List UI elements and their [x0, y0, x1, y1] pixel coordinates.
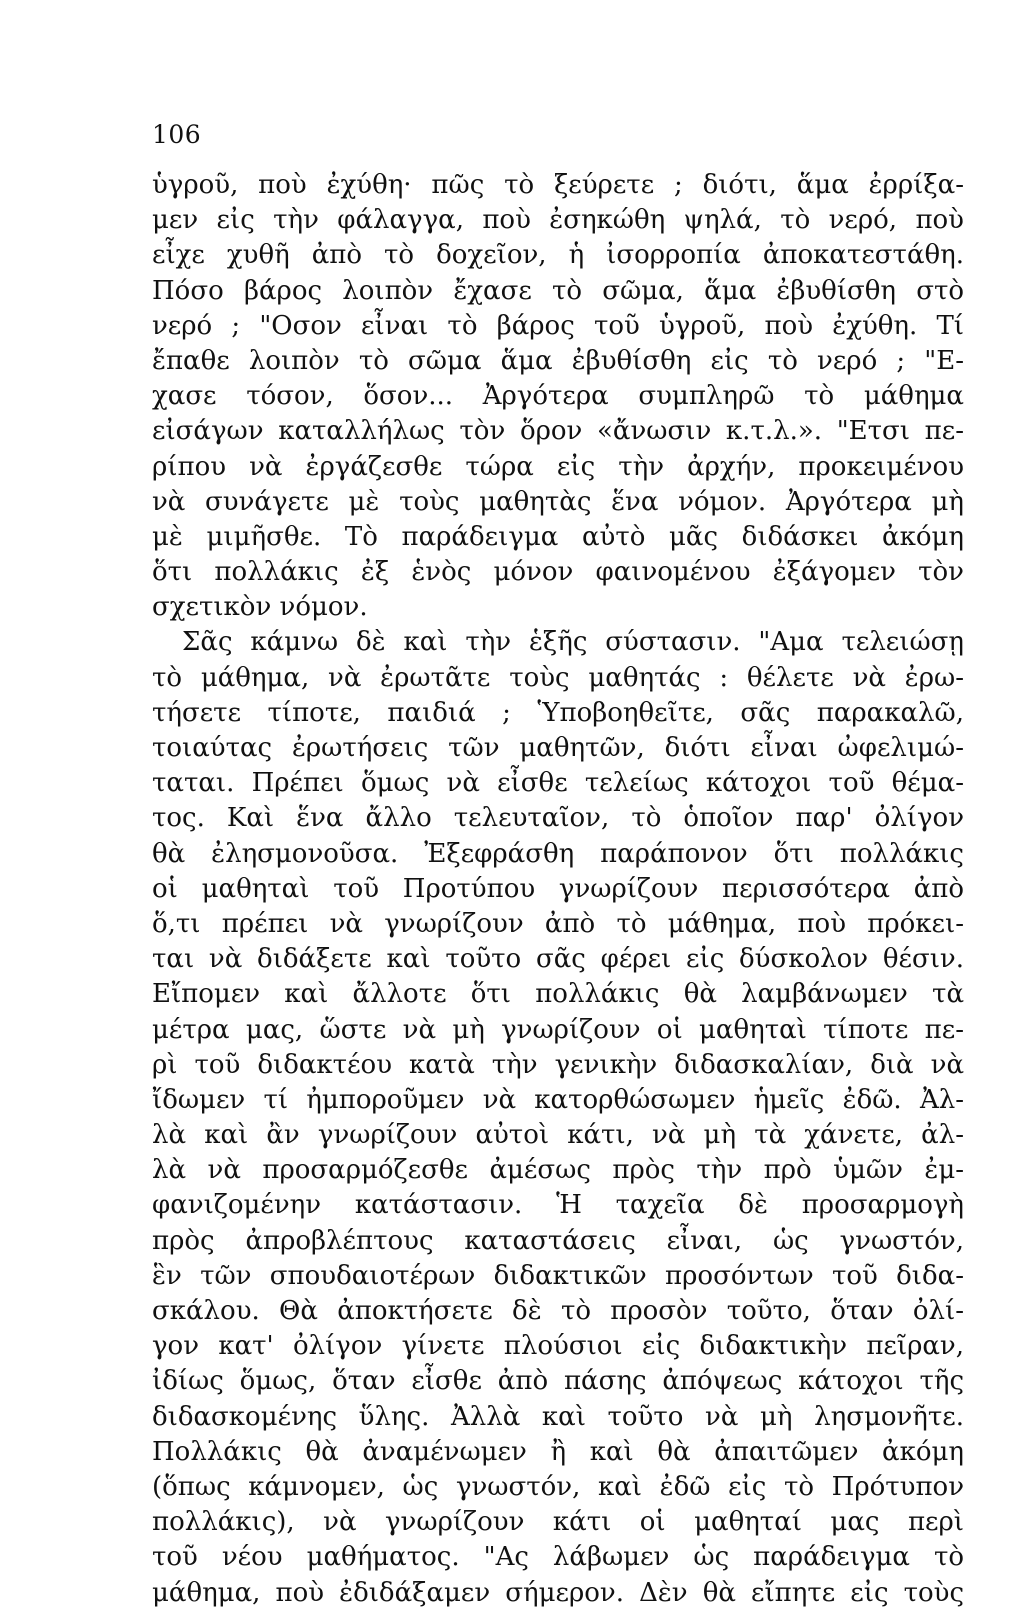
text-line: Πολλάκις θὰ ἀναμένωμεν ἢ καὶ θὰ ἀπαιτῶμεν ἀκόμη	[152, 1436, 964, 1467]
text-line: μέτρα μας, ὥστε νὰ μὴ γνωρίζουν οἱ μαθηταὶ τίποτε πε-	[152, 1014, 964, 1045]
text-line: μάθημα, ποὺ ἐδιδάξαμεν σήμερον. Δὲν θὰ εἴπητε εἰς τοὺς	[152, 1577, 964, 1608]
text-line: γον κατ' ὀλίγον γίνετε πλούσιοι εἰς διδακτικὴν πεῖραν,	[152, 1331, 964, 1362]
text-line: σκάλου. Θὰ ἀποκτήσετε δὲ τὸ προσὸν τοῦτο, ὅταν ὀλί-	[152, 1296, 964, 1326]
text-line: Πόσο βάρος λοιπὸν ἔχασε τὸ σῶμα, ἅμα ἐβυθίσθη στὸ	[152, 275, 964, 306]
text-line: οἱ μαθηταὶ τοῦ Προτύπου γνωρίζουν περισσότερα ἀπὸ	[152, 873, 964, 904]
text-line: ὅ,τι πρέπει νὰ γνωρίζουν ἀπὸ τὸ μάθημα, ποὺ πρόκει-	[152, 908, 964, 939]
text-line: λὰ νὰ προσαρμόζεσθε ἀμέσως πρὸς τὴν πρὸ ὑμῶν ἐμ-	[152, 1155, 964, 1186]
text-line: εἶχε χυθῆ ἀπὸ τὸ δοχεῖον, ἡ ἰσορροπία ἀποκατεστάθη.	[152, 240, 964, 271]
text-line: φανιζομένην κατάστασιν. Ἡ ταχεῖα δὲ προσαρμογὴ	[152, 1190, 964, 1221]
text-line: πολλάκις), νὰ γνωρίζουν κάτι οἱ μαθηταί μας περὶ	[152, 1507, 964, 1538]
text-line: χασε τόσον, ὅσον... Ἀργότερα συμπληρῶ τὸ μάθημα	[152, 381, 964, 412]
text-line: τος. Καὶ ἕνα ἄλλο τελευταῖον, τὸ ὁποῖον παρ' ὀλίγον	[152, 803, 964, 834]
text-line: ρίπου νὰ ἐργάζεσθε τώρα εἰς τὴν ἀρχήν, προκειμένου	[152, 451, 964, 482]
text-line: ὑγροῦ, ποὺ ἐχύθη· πῶς τὸ ξεύρετε ; διότι, ἅμα ἐρρίξα-	[152, 170, 964, 200]
text-line: νὰ συνάγετε μὲ τοὺς μαθητὰς ἕνα νόμον. Ἀργότερα μὴ	[152, 486, 964, 517]
text-line: τήσετε τίποτε, παιδιά ; Ὑποβοηθεῖτε, σᾶς παρακαλῶ,	[152, 697, 964, 728]
body-text	[152, 168, 964, 1611]
text-line: ἴδωμεν τί ἠμποροῦμεν νὰ κατορθώσωμεν ἡμεῖς ἐδῶ. Ἀλ-	[152, 1084, 964, 1115]
text-line: διδασκομένης ὕλης. Ἀλλὰ καὶ τοῦτο νὰ μὴ λησμονῆτε.	[152, 1401, 964, 1432]
text-line: τοῦ νέου μαθήματος. "Ας λάβωμεν ὡς παράδειγμα τὸ	[152, 1542, 964, 1573]
page-number: 106	[152, 120, 202, 149]
text-line: σχετικὸν νόμον.	[152, 592, 368, 623]
text-line: πρὸς ἀπροβλέπτους καταστάσεις εἶναι, ὡς γνωστόν,	[152, 1225, 964, 1256]
text-line: θὰ ἐλησμονοῦσα. Ἐξεφράσθη παράπονον ὅτι πολλάκις	[152, 838, 964, 869]
text-line: ται νὰ διδάξετε καὶ τοῦτο σᾶς φέρει εἰς δύσκολον θέσιν.	[152, 944, 964, 975]
text-line: ἓν τῶν σπουδαιοτέρων διδακτικῶν προσόντων τοῦ διδα-	[152, 1260, 964, 1291]
text-line: ἰδίως ὅμως, ὅταν εἶσθε ἀπὸ πάσης ἀπόψεως κάτοχοι τῆς	[152, 1366, 964, 1397]
text-line: (ὅπως κάμνομεν, ὡς γνωστόν, καὶ ἐδῶ εἰς τὸ Πρότυπον	[152, 1471, 964, 1502]
text-line: ρὶ τοῦ διδακτέου κατὰ τὴν γενικὴν διδασκαλίαν, διὰ νὰ	[152, 1049, 964, 1080]
paragraph-start-line: Σᾶς κάμνω δὲ καὶ τὴν ἑξῆς σύστασιν. "Αμα τελειώσῃ	[182, 627, 964, 658]
text-line: τὸ μάθημα, νὰ ἐρωτᾶτε τοὺς μαθητάς : θέλετε νὰ ἐρω-	[152, 662, 964, 693]
text-line: εἰσάγων καταλλήλως τὸν ὅρον «ἄνωσιν κ.τ.λ.». "Ετσι πε-	[152, 416, 964, 447]
text-line: ὅτι πολλάκις ἐξ ἑνὸς μόνον φαινομένου ἐξάγομεν τὸν	[152, 557, 964, 588]
text-line: τοιαύτας ἐρωτήσεις τῶν μαθητῶν, διότι εἶναι ὠφελιμώ-	[152, 733, 964, 763]
text-line: ἔπαθε λοιπὸν τὸ σῶμα ἅμα ἐβυθίσθη εἰς τὸ νερό ; "Ε-	[152, 345, 964, 376]
text-line: μὲ μιμῆσθε. Τὸ παράδειγμα αὐτὸ μᾶς διδάσκει ἀκόμη	[152, 521, 964, 552]
text-line: Εἴπομεν καὶ ἄλλοτε ὅτι πολλάκις θὰ λαμβάνωμεν τὰ	[152, 979, 964, 1010]
text-line: νερό ; "Οσον εἶναι τὸ βάρος τοῦ ὑγροῦ, ποὺ ἐχύθη. Τί	[152, 310, 964, 341]
text-line: μεν εἰς τὴν φάλαγγα, ποὺ ἐσηκώθη ψηλά, τὸ νερό, ποὺ	[152, 205, 964, 236]
text-line: λὰ καὶ ἂν γνωρίζουν αὐτοὶ κάτι, νὰ μὴ τὰ χάνετε, ἀλ-	[152, 1120, 964, 1151]
text-line: ταται. Πρέπει ὅμως νὰ εἶσθε τελείως κάτοχοι τοῦ θέμα-	[152, 768, 964, 799]
